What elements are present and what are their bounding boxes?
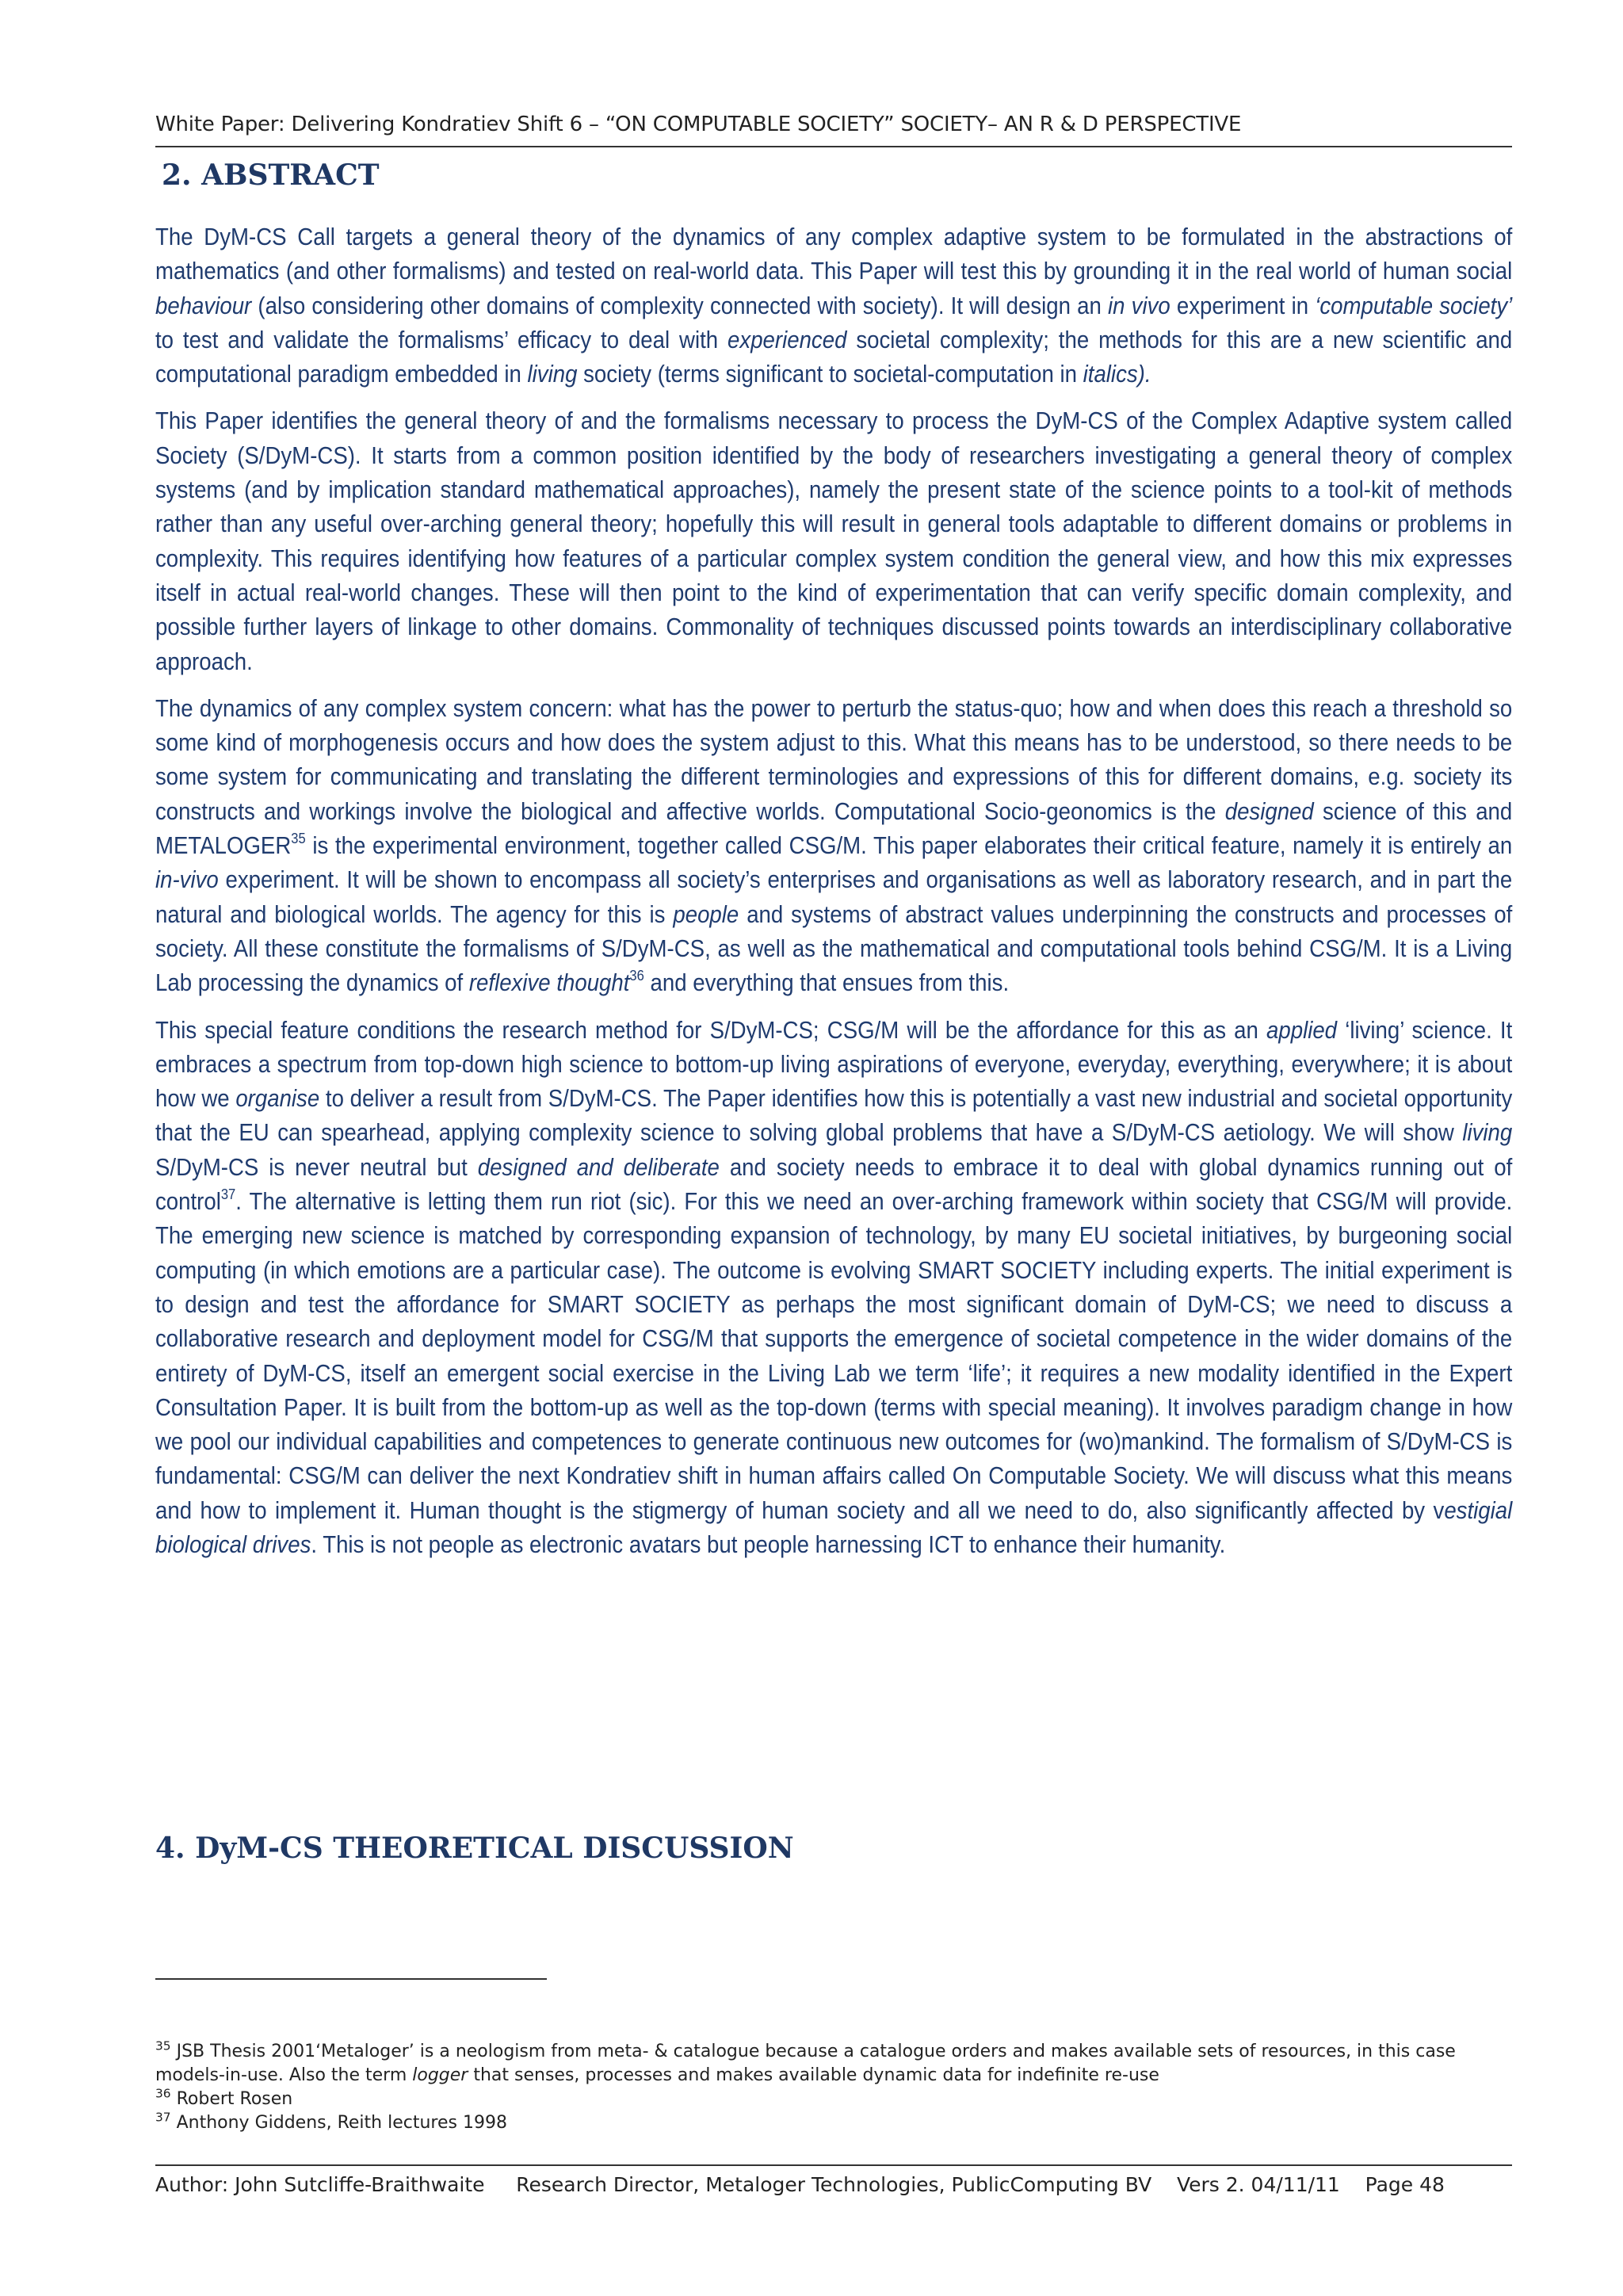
abstract-paragraph-1: The DyM-CS Call targets a general theory of the dynamics of any complex adaptive system to be formulated in the abstractions of mathematics (and other formalisms) and tested on real-world data. This Paper will test this by grounding it in the real world of human social behaviour (also considering other domains of complexity connected with society). It will design an in vivo experiment in ‘computable society’ to test and validate the formalisms’ efficacy to deal with experienced societal complexity; the methods for this are a new scientific and computational paradigm embedded in living society (terms significant to societal-computation in italics). [155,223,1513,388]
abstract-paragraph-2: This Paper identifies the general theory of and the formalisms necessary to process the DyM-CS of the Complex Adaptive system called Society (S/DyM-CS). It starts from a common position identified by the body of researchers investigating a general theory of complex systems (and by implication standard mathematical approaches), namely the present state of the science points to a tool-kit of methods rather than any useful over-arching general theory; hopefully this will result in general tools adaptable to different domains or problems in complexity. This requires identifying how features of a particular complex system condition the general view, and how this mix expresses itself in actual real-world changes. These will then point to the kind of experimentation that can verify specific domain complexity, and possible further layers of linkage to other domains. Commonality of techniques discussed points towards an interdisciplinary collaborative approach. [155,407,1513,675]
footnote-37: $^{37}$ Anthony Giddens, Reith lectures 1998 [155,2110,507,2133]
header-rule [155,146,1512,147]
footer-rule [155,2164,1512,2166]
footnote-36: $^{36}$ Robert Rosen [155,2086,293,2109]
running-header: White Paper: Delivering Kondratiev Shift 6 – “ON COMPUTABLE SOCIETY” SOCIETY– AN R & D PERSPECTIVE [155,113,1242,136]
footnote-ref-36[interactable]: 36 [629,967,644,984]
abstract-paragraph-3: The dynamics of any complex system concern: what has the power to perturb the status-quo; how and when does this reach a threshold so some kind of morphogenesis occurs and how does the system adjust to this. What this means has to be understood, so there needs to be some system for communicating and translating the different terminologies and expressions of this for different domains, e.g. society its constructs and workings involve the biological and affective worlds. Computational Socio-geonomics is the designed science of this and METALOGER$^{35}$ is the experimental environment, together called CSG/M. This paper elaborates their critical feature, namely it is entirely an in-vivo experiment. It will be shown to encompass all society’s enterprises and organisations as well as laboratory research, and in part the natural and biological worlds. The agency for this is people and systems of abstract values underpinning the constructs and processes of society. All these constitute the formalisms of S/DyM-CS, as well as the mathematical and computational tools behind CSG/M. It is a Living Lab processing the dynamics of reflexive thought$^{36}$ and everything that ensues from this. [155,694,1513,997]
footnote-separator [155,1978,547,1980]
footnotes [155,2040,1512,2135]
footnote-ref-37[interactable]: 37 [220,1186,236,1203]
abstract-heading: 2. ABSTRACT [162,159,380,192]
footnote-ref-35[interactable]: 35 [291,830,306,847]
footnote-35: $^{35}$ JSB Thesis 2001‘Metaloger’ is a neologism from meta- & catalogue because a catalogue orders and makes available sets of resources, in this case models-in-use. Also the term logger that senses, processes and makes available dynamic data for indefinite re-use [155,2038,1456,2085]
abstract-body [155,220,1512,1575]
running-footer: Author: John Sutcliffe-Braithwaite Research Director, Metaloger Technologies, PublicComputing BV Vers 2. 04/11/11 Page 48 [155,2173,1445,2196]
discussion-heading: 4. DyM-CS THEORETICAL DISCUSSION [155,1832,794,1865]
abstract-paragraph-4: This special feature conditions the research method for S/DyM-CS; CSG/M will be the affordance for this as an applied ‘living’ science. It embraces a spectrum from top-down high science to bottom-up living aspirations of everyone, everyday, everything, everywhere; it is about how we organise to deliver a result from S/DyM-CS. The Paper identifies how this is potentially a vast new industrial and societal opportunity that the EU can spearhead, applying complexity science to solving global problems that have a S/DyM-CS aetiology. We will show living S/DyM-CS is never neutral but designed and deliberate and society needs to embrace it to deal with global dynamics running out of control$^{37}$. The alternative is letting them run riot (sic). For this we need an over-arching framework within society that CSG/M will provide. The emerging new science is matched by corresponding expansion of technology, by many EU societal initiatives, by burgeoning social computing (in which emotions are a particular case). The outcome is evolving SMART SOCIETY including experts. The initial experiment is to design and test the affordance for SMART SOCIETY as perhaps the most significant domain of DyM-CS; we need to discuss a collaborative research and deployment model for CSG/M that supports the emergence of societal competence in the wider domains of the entirety of DyM-CS, itself an emergent social exercise in the Living Lab we term ‘life’; it requires a new modality identified in the Expert Consultation Paper. It is built from the bottom-up as well as the top-down (terms with special meaning). It involves paradigm change in how we pool our individual capabilities and competences to generate continuous new outcomes for (wo)mankind. The formalism of S/DyM-CS is fundamental: CSG/M can deliver the next Kondratiev shift in human affairs called On Computable Society. We will discuss what this means and how to implement it. Human thought is the stigmergy of human society and all we need to do, also significantly affected by vestigial biological drives. This is not people as electronic avatars but people harnessing ICT to enhance their humanity. [155,1016,1513,1558]
